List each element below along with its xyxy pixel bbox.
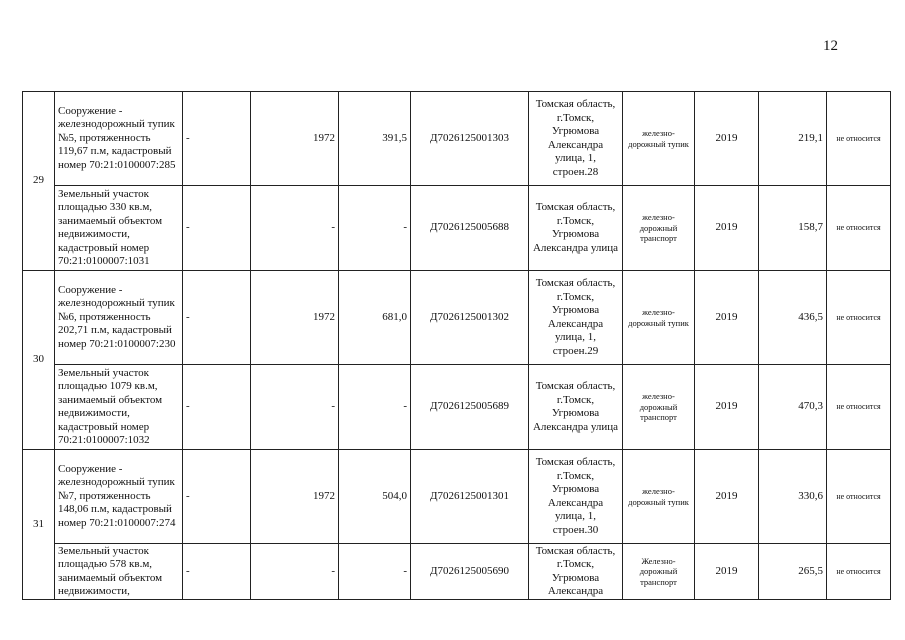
object-name: Земельный участок площадью 578 кв.м, занимаемый объектом недвижимости, [55,544,183,600]
object-name: Земельный участок площадью 1079 кв.м, занимаемый объектом недвижимости, кадастровый номер 70:21:0100007:1032 [55,365,183,450]
area-value: 391,5 [339,92,411,186]
object-address: Томская область, г.Томск, Угрюмова Александра улица, 1, строен.28 [529,92,623,186]
object-name: Земельный участок площадью 330 кв.м, занимаемый объектом недвижимости, кадастровый номер 70:21:0100007:1031 [55,186,183,271]
object-name: Сооружение - железнодорожный тупик №5, протяженность 119,67 п.м, кадастровый номер 70:21:0100007:285 [55,92,183,186]
valuation-year: 2019 [695,271,759,365]
build-year: - [251,186,339,271]
object-kind: Железно-дорожный транспорт [623,544,695,600]
cell-dash: - [183,544,251,600]
cell-dash: - [183,271,251,365]
valuation-year: 2019 [695,450,759,544]
area-value: 504,0 [339,450,411,544]
row-number: 31 [23,450,55,600]
object-code: Д7026125001303 [411,92,529,186]
object-value: 470,3 [759,365,827,450]
object-status: не относится [827,365,891,450]
object-code: Д7026125001301 [411,450,529,544]
build-year: - [251,365,339,450]
object-address: Томская область, г.Томск, Угрюмова Александра улица, 1, строен.29 [529,271,623,365]
valuation-year: 2019 [695,365,759,450]
build-year: - [251,544,339,600]
area-value: 681,0 [339,271,411,365]
table-row [23,92,891,186]
object-address: Томская область, г.Томск, Угрюмова Александра улица [529,186,623,271]
cell-dash: - [183,92,251,186]
object-kind: железно-дорожный тупик [623,271,695,365]
row-number: 29 [23,92,55,271]
cell-dash: - [183,450,251,544]
valuation-year: 2019 [695,544,759,600]
object-value: 158,7 [759,186,827,271]
table-row [23,271,891,365]
build-year: 1972 [251,271,339,365]
object-value: 265,5 [759,544,827,600]
register-table [22,91,891,600]
object-kind: железно-дорожный тупик [623,92,695,186]
object-kind: железно-дорожный тупик [623,450,695,544]
table-row [23,450,891,544]
object-status: не относится [827,92,891,186]
object-name: Сооружение - железнодорожный тупик №6, протяженность 202,71 п.м, кадастровый номер 70:21:0100007:230 [55,271,183,365]
object-kind: железно-дорожный транспорт [623,365,695,450]
table-row [23,544,891,600]
object-address: Томская область, г.Томск, Угрюмова Александра улица [529,365,623,450]
object-code: Д7026125005688 [411,186,529,271]
object-value: 330,6 [759,450,827,544]
table-row [23,186,891,271]
build-year: 1972 [251,450,339,544]
page-number: 12 [823,38,838,54]
build-year: 1972 [251,92,339,186]
object-value: 219,1 [759,92,827,186]
valuation-year: 2019 [695,92,759,186]
object-address: Томская область, г.Томск, Угрюмова Александра улица, 1, строен.30 [529,450,623,544]
object-kind: железно-дорожный транспорт [623,186,695,271]
object-status: не относится [827,186,891,271]
object-status: не относится [827,450,891,544]
object-status: не относится [827,544,891,600]
object-code: Д7026125001302 [411,271,529,365]
object-status: не относится [827,271,891,365]
cell-dash: - [183,365,251,450]
cell-dash: - [183,186,251,271]
object-code: Д7026125005690 [411,544,529,600]
area-value: - [339,544,411,600]
valuation-year: 2019 [695,186,759,271]
area-value: - [339,186,411,271]
object-address: Томская область, г.Томск, Угрюмова Александра [529,544,623,600]
area-value: - [339,365,411,450]
object-name: Сооружение - железнодорожный тупик №7, протяженность 148,06 п.м, кадастровый номер 70:21:0100007:274 [55,450,183,544]
table-row [23,365,891,450]
object-value: 436,5 [759,271,827,365]
row-number: 30 [23,271,55,450]
object-code: Д7026125005689 [411,365,529,450]
